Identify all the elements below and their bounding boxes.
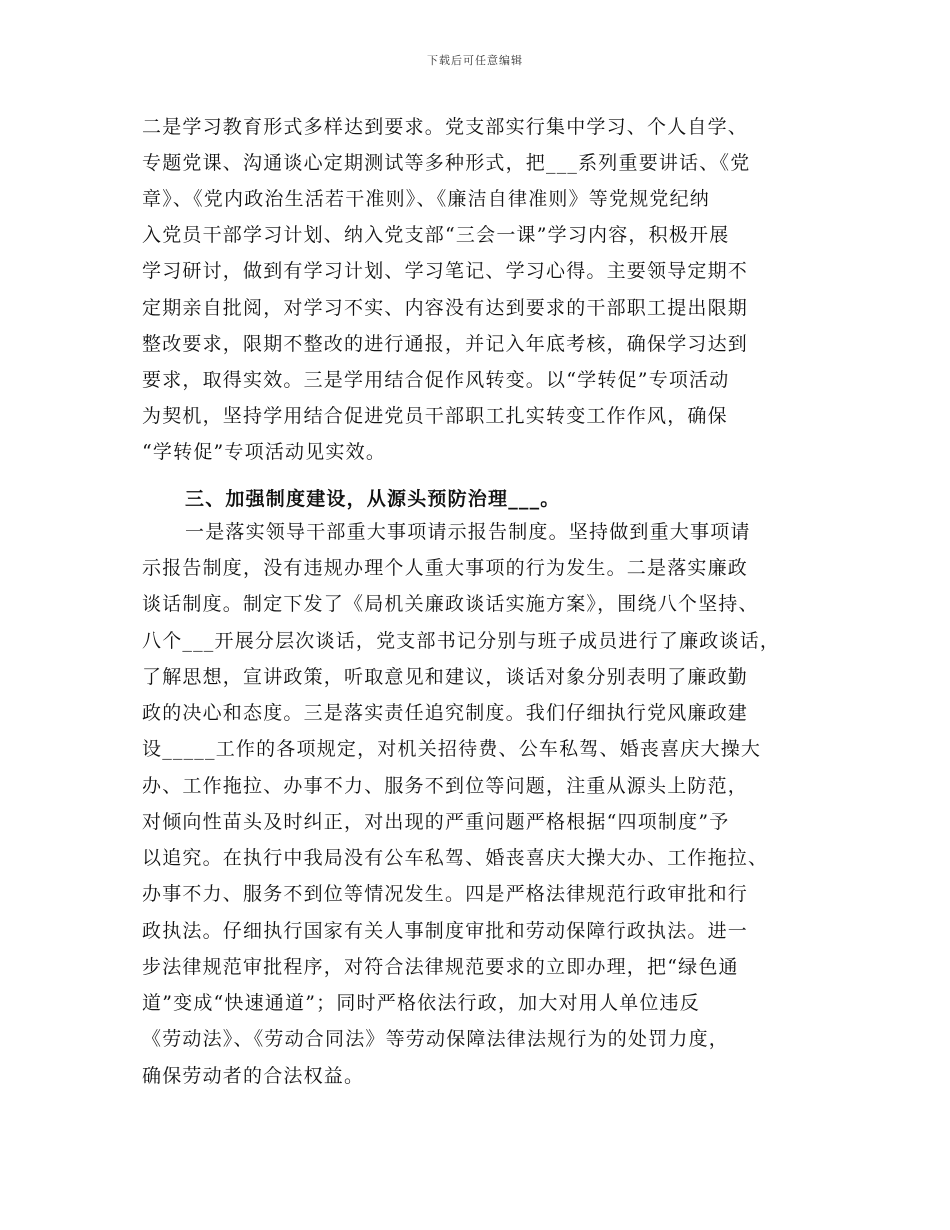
- paragraph-line: 政执法。仔细执行国家有关人事制度审批和劳动保障行政执法。进一: [142, 920, 749, 942]
- paragraph-line: 定期亲自批阅，对学习不实、内容没有达到要求的干部职工提出限期: [142, 297, 749, 319]
- paragraph-line: 了解思想，宣讲政策，听取意见和建议，谈话对象分别表明了廉政勤: [142, 666, 749, 688]
- paragraph-line: 谈话制度。制定下发了《局机关廉政谈话实施方案》，围绕八个坚持、: [142, 593, 759, 615]
- paragraph-line: 道”变成“快速通道”；同时严格依法行政，加大对用人单位违反: [142, 992, 700, 1014]
- paragraph-line: 设_____工作的各项规定，对机关招待费、公车私驾、婚丧喜庆大操大: [142, 738, 762, 760]
- paragraph-line: 以追究。在执行中我局没有公车私驾、婚丧喜庆大操大办、工作拖拉、: [142, 847, 769, 869]
- paragraph-line: 为契机，坚持学用结合促进党员干部职工扎实转变工作作风，确保: [142, 405, 728, 427]
- paragraph-line: 整改要求，限期不整改的进行通报，并记入年底考核，确保学习达到: [142, 333, 749, 355]
- page-header: 下载后可任意编辑: [427, 54, 523, 67]
- paragraph-line: 章》、《党内政治生活若干准则》、《廉洁自律准则》等党规党纪纳: [142, 188, 711, 210]
- paragraph-line: 一是落实领导干部重大事项请示报告制度。坚持做到重大事项请: [185, 521, 751, 543]
- paragraph-line: “学转促”专项活动见实效。: [142, 441, 387, 463]
- paragraph-line: 政的决心和态度。三是落实责任追究制度。我们仔细执行党风廉政建: [142, 702, 749, 724]
- paragraph-line: 二是学习教育形式多样达到要求。党支部实行集中学习、个人自学、: [142, 116, 749, 138]
- paragraph-line: 要求，取得实效。三是学用结合促作风转变。以“学转促”专项活动: [142, 369, 730, 391]
- paragraph-line: 办事不力、服务不到位等情况发生。四是严格法律规范行政审批和行: [142, 883, 749, 905]
- paragraph-line: 办、工作拖拉、办事不力、服务不到位等问题，注重从源头上防范，: [142, 775, 749, 797]
- paragraph-line: 《劳动法》、《劳动合同法》等劳动保障法律法规行为的处罚力度，: [142, 1028, 730, 1050]
- paragraph-line: 对倾向性苗头及时纠正，对出现的严重问题严格根据“四项制度”予: [142, 811, 730, 833]
- paragraph-line: 示报告制度，没有违规办理个人重大事项的行为发生。二是落实廉政: [142, 557, 749, 579]
- paragraph-line: 专题党课、沟通谈心定期测试等多种形式，把___系列重要讲话、《党: [142, 152, 751, 174]
- paragraph-line: 八个___开展分层次谈话，党支部书记分别与班子成员进行了廉政谈话，: [142, 630, 781, 652]
- paragraph-line: 入党员干部学习计划、纳入党支部“三会一课”学习内容，积极开展: [142, 224, 730, 246]
- paragraph-line: 步法律规范审批程序，对符合法律规范要求的立即办理，把“绿色通: [142, 956, 739, 978]
- paragraph-line: 确保劳动者的合法权益。: [142, 1065, 365, 1087]
- paragraph-line: 学习研讨，做到有学习计划、学习笔记、学习心得。主要领导定期不: [142, 260, 749, 282]
- section-heading: 三、加强制度建设，从源头预防治理___。: [185, 488, 561, 510]
